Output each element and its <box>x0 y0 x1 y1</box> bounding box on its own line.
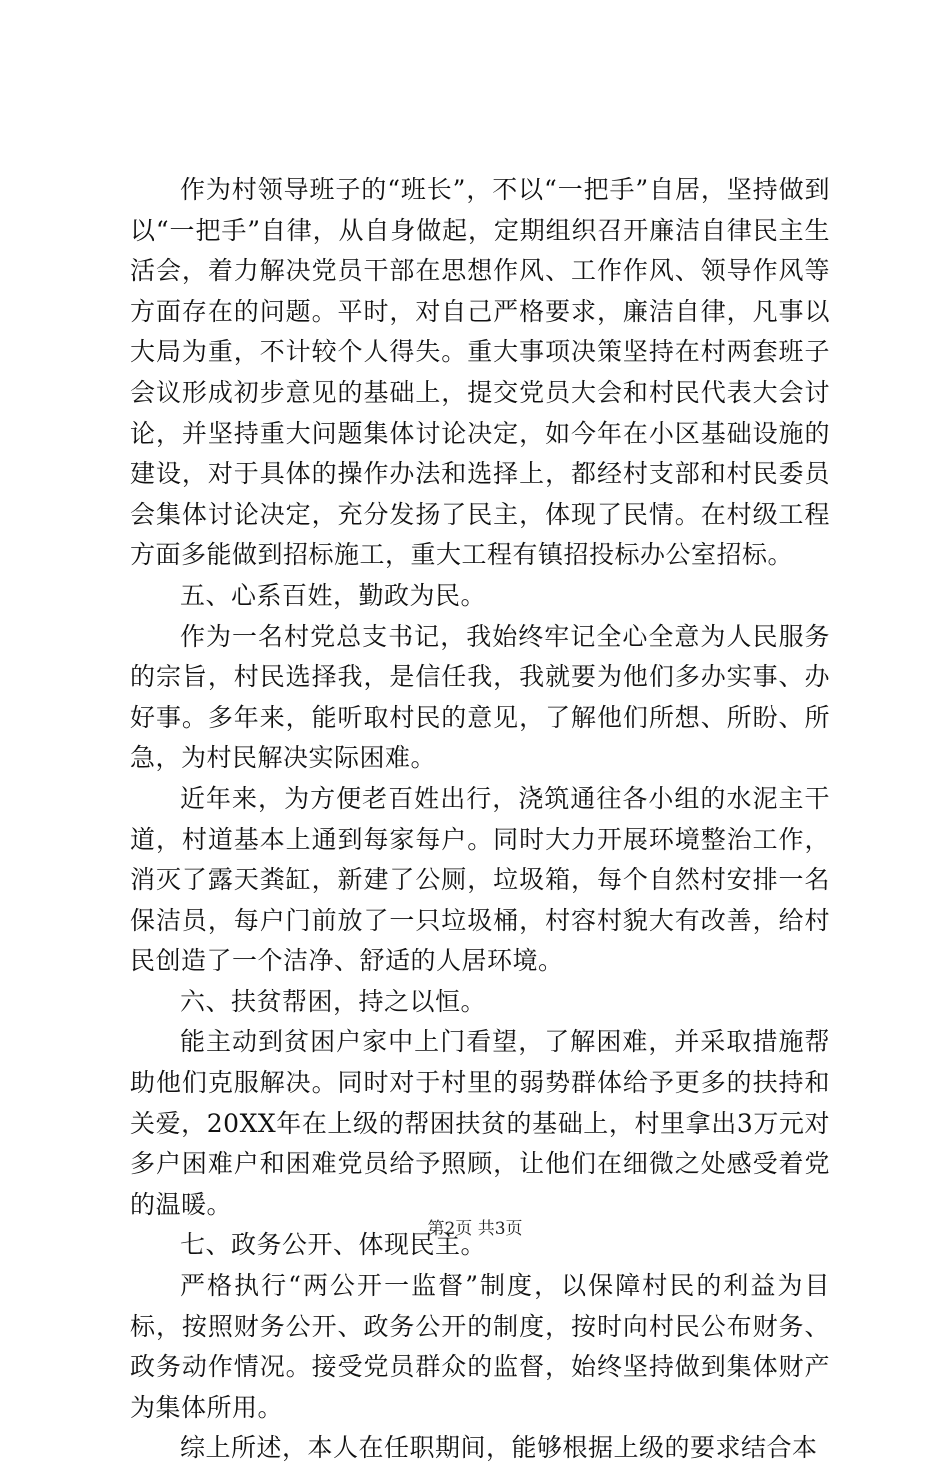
paragraph-service: 作为一名村党总支书记，我始终牢记全心全意为人民服务的宗旨，村民选择我，是信任我，我就要为他们多办实事、办好事。多年来，能听取村民的意见，了解他们所想、所盼、所急，为村民解决实际困难。 <box>130 621 830 773</box>
paragraph-infrastructure: 近年来，为方便老百姓出行，浇筑通往各小组的水泥主干道，村道基本上通到每家每户。同时大力开展环境整治工作，消灭了露天粪缸，新建了公厕，垃圾箱，每个自然村安排一名保洁员，每户门前放了一只垃圾桶，村容村貌大有改善，给村民创造了一个洁净、舒适的人居环境。 <box>130 783 830 976</box>
paragraph-transparency: 严格执行“两公开一监督”制度，以保障村民的利益为目标，按照财务公开、政务公开的制度，按时向村民公布财务、政务动作情况。接受党员群众的监督，始终坚持做到集体财产为集体所用。 <box>130 1271 830 1422</box>
page-number-footer: 第2页 共3页 <box>427 1219 523 1239</box>
paragraph-poverty-relief: 能主动到贫困户家中上门看望，了解困难，并采取措施帮助他们克服解决。同时对于村里的弱势群体给予更多的扶持和关爱，20XX年在上级的帮困扶贫的基础上，村里拿出3万元对多户困难户和困难党员给予照顾，让他们在细微之处感受着党的温暖。 <box>130 1027 830 1219</box>
section-heading-6: 六、扶贫帮困，持之以恒。 <box>180 986 487 1016</box>
section-heading-7: 七、政务公开、体现民主。 <box>180 1230 487 1260</box>
section-heading-5: 五、心系百姓，勤政为民。 <box>180 580 487 610</box>
document-body <box>130 170 830 1469</box>
paragraph-summary: 综上所述，本人在任职期间，能够根据上级的要求结合本 <box>180 1433 818 1463</box>
paragraph-leadership: 作为村领导班子的“班长”，不以“一把手”自居，坚持做到以“一把手”自律，从自身做起，定期组织召开廉洁自律民主生活会，着力解决党员干部在思想作风、工作作风、领导作风等方面存在的问题。平时，对自己严格要求，廉洁自律，凡事以大局为重，不计较个人得失。重大事项决策坚持在村两套班子会议形成初步意见的基础上，提交党员大会和村民代表大会讨论，并坚持重大问题集体讨论决定，如今年在小区基础设施的建设，对于具体的操作办法和选择上，都经村支部和村民委员会集体讨论决定，充分发扬了民主，体现了民情。在村级工程方面多能做到招标施工，重大工程有镇招投标办公室招标。 <box>130 175 830 570</box>
